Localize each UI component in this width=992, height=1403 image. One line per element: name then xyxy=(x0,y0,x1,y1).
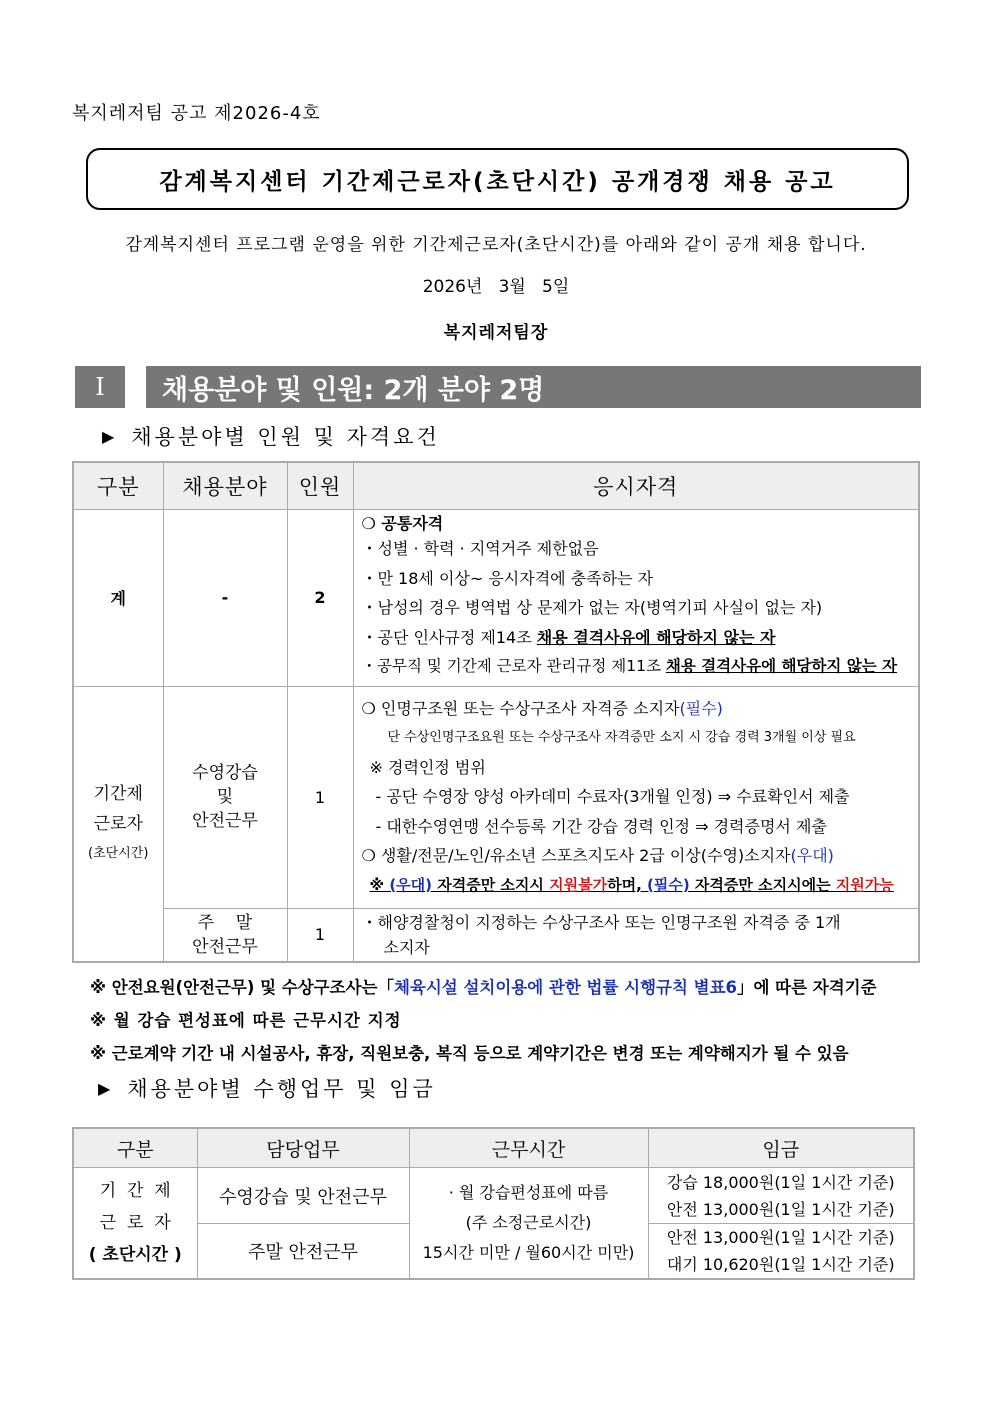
common-qual-1: ・성별 · 학력 · 지역거주 제한없음 xyxy=(361,539,599,558)
subheading-duties-wages: ▶ 채용분야별 수행업무 및 임금 xyxy=(98,1077,436,1101)
cell-group: 기 간 제 근 로 자 ( 초단시간 ) xyxy=(73,1168,197,1280)
cell-duty-weekend: 주말 안전근무 xyxy=(197,1224,409,1280)
swim-qual-4: - 공단 수영장 양성 아카데미 수료자(3개월 인정) ⇒ 수료확인서 제출 xyxy=(375,787,850,807)
col-header-qualification: 응시자격 xyxy=(353,462,919,510)
common-qual-title: ❍ 공통자격 xyxy=(361,514,444,533)
table-row-swim-duty xyxy=(73,1168,914,1224)
swim-qual-2: 단 수상인명구조요원 또는 수상구조사 자격증만 소지 시 강습 경력 3개월 이상 필요 xyxy=(387,730,856,746)
section-title: 채용분야 및 인원: 2개 분야 2명 xyxy=(146,366,921,408)
common-qual-2: ・만 18세 이상~ 응시자격에 충족하는 자 xyxy=(361,568,654,588)
col-header-group: 구분 xyxy=(73,1128,197,1168)
swim-qual-5: - 대한수영연맹 선수등록 기간 강습 경력 인정 ⇒ 경력증명서 제출 xyxy=(375,816,827,836)
cell-group-total: 계 xyxy=(73,510,163,687)
note-work-schedule: ※ 월 강습 편성표에 따른 근무시간 지정 xyxy=(90,1011,402,1030)
cell-field-swim: 수영강습 및 안전근무 xyxy=(163,686,287,908)
signer: 복지레저팀장 xyxy=(443,323,549,343)
table-row-weekend-safety xyxy=(73,908,919,962)
duties-wages-table xyxy=(72,1127,915,1280)
table-row-total xyxy=(73,510,919,687)
section-number: Ⅰ xyxy=(75,366,125,408)
cell-group-contract: 기간제 근로자 (초단시간) xyxy=(73,686,163,962)
triangle-right-icon: ▶ xyxy=(102,427,118,446)
cell-count-swim: 1 xyxy=(287,686,353,908)
swim-qual-1: ❍ 인명구조원 또는 수상구조사 자격증 소지자(필수) xyxy=(361,698,723,718)
cell-weekend-qualification: ・해양경찰청이 지정하는 수상구조사 또는 인명구조원 자격증 중 1개 소지자 xyxy=(353,908,919,962)
col-header-field: 채용분야 xyxy=(163,462,287,510)
cell-hours: · 월 강습편성표에 따름 (주 소정근로시간) 15시간 미만 / 월60시간 미만) xyxy=(409,1168,648,1280)
col-header-hours: 근무시간 xyxy=(409,1128,648,1168)
table-row-swim-instructor xyxy=(73,686,919,908)
common-qual-5: ・공무직 및 기간제 근로자 관리규정 제11조 채용 결격사유에 해당하지 않는 자 xyxy=(361,657,898,675)
cell-field-weekend: 주 말 안전근무 xyxy=(163,908,287,962)
cell-swim-qualification xyxy=(353,686,919,908)
col-header-wage: 임금 xyxy=(648,1128,914,1168)
note-safety-standard: ※ 안전요원(안전근무) 및 수상구조사는「체육시설 설치이용에 관한 법률 시행규칙 별표6」에 따른 자격기준 xyxy=(90,978,877,997)
swim-qual-7: ※ (우대) 자격증만 소지시 지원불가하며, (필수) 자격증만 소지시에는 지원가능 xyxy=(369,875,894,894)
common-qual-3: ・남성의 경우 병역법 상 문제가 없는 자(병역기피 사실이 없는 자) xyxy=(361,598,823,617)
cell-wage-swim: 강습 18,000원(1일 1시간 기준) 안전 13,000원(1일 1시간 기준) xyxy=(648,1168,914,1224)
intro-text: 감계복지센터 프로그램 운영을 위한 기간제근로자(초단시간)를 아래와 같이 공개 채용 합니다. xyxy=(125,235,867,255)
swim-qual-3: ※ 경력인정 범위 xyxy=(369,757,486,777)
col-header-group: 구분 xyxy=(73,462,163,510)
cell-duty-swim: 수영강습 및 안전근무 xyxy=(197,1168,409,1224)
col-header-duty: 담당업무 xyxy=(197,1128,409,1168)
table-header-row xyxy=(73,462,919,510)
cell-common-qualification xyxy=(353,510,919,687)
note-contract-change: ※ 근로계약 기간 내 시설공사, 휴장, 직원보충, 복직 등으로 계약기간은 변경 또는 계약해지가 될 수 있음 xyxy=(90,1044,849,1063)
notice-date: 2026년 3월 5일 xyxy=(422,277,570,297)
col-header-count: 인원 xyxy=(287,462,353,510)
document-title: 감계복지센터 기간제근로자(초단시간) 공개경쟁 채용 공고 xyxy=(86,148,909,210)
swim-qual-6: ❍ 생활/전문/노인/유소년 스포츠지도사 2급 이상(수영)소지자(우대) xyxy=(361,846,834,866)
qualification-table xyxy=(72,461,920,963)
common-qual-4: ・공단 인사규정 제14조 채용 결격사유에 해당하지 않는 자 xyxy=(361,627,776,647)
cell-field-total: - xyxy=(163,510,287,687)
triangle-right-icon: ▶ xyxy=(98,1079,114,1098)
cell-count-total: 2 xyxy=(287,510,353,687)
table-header-row xyxy=(73,1128,914,1168)
cell-count-weekend: 1 xyxy=(287,908,353,962)
notice-number: 복지레저팀 공고 제2026-4호 xyxy=(72,103,321,124)
subheading-qualifications: ▶ 채용분야별 인원 및 자격요건 xyxy=(102,425,440,449)
cell-wage-weekend: 안전 13,000원(1일 1시간 기준) 대기 10,620원(1일 1시간 기준) xyxy=(648,1224,914,1280)
